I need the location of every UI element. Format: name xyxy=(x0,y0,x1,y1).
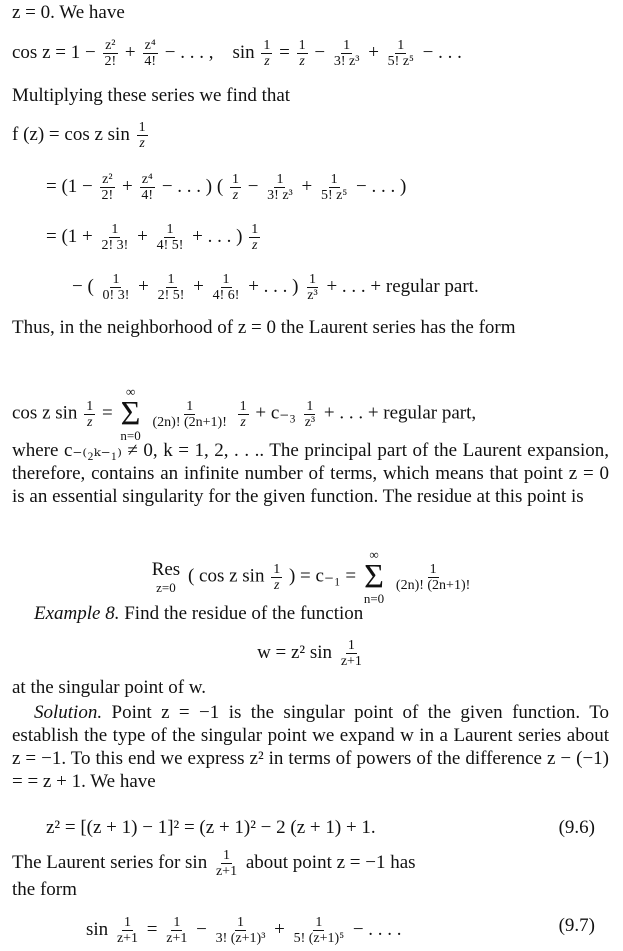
text-line: Multiplying these series we find that xyxy=(12,85,291,106)
equation-9-6: z² = [(z + 1) − 1]² = (z + 1)² − 2 (z + 1) + 1. (9.6) xyxy=(46,817,595,838)
paragraph: Solution. Point z = −1 is the singular point of the given function. To establish the type of the singular point we expand w in a Laurent series about z = −1. To this end we express z² in terms of powers of the difference z − (−1) = = z + 1. We have xyxy=(12,702,609,792)
sin-series-lhs: sin xyxy=(232,41,255,63)
summation-symbol: ∞ Σ n=0 xyxy=(120,384,141,443)
product-line-3: − ( $\frac{1}{0! 3!}$ + $\frac{1}{2! 5!}$ + $\frac{1}{4! 6!}$ + . . . ) $\frac{1}{\text{z³}}$ + . . . + regular part. xyxy=(72,272,479,303)
fraction: $\frac{\text{z⁴}}{4!}$ xyxy=(144,38,157,69)
intro-text: z = 0. We have xyxy=(12,2,125,23)
series-equation: cos z = 1 − $\frac{\text{z²}}{2!}$ + $\frac{\text{z⁴}}{4!}$ − . . . , sin $\frac{1}{z}$ = $\frac{1}{z}$ − $\frac{1}{\text{3! z³}}$ + $\frac{1}{\text{5! z⁵}}$ − . . . xyxy=(12,38,462,69)
product-line-2: = (1 + $\frac{1}{2! 3!}$ + $\frac{1}{4! 5!}$ + . . . ) $\frac{1}{z}$ xyxy=(46,222,259,253)
cos-series-lhs: cos z = 1 − xyxy=(12,41,96,63)
f-definition: f (z) = cos z sin $\frac{1}{z}$ xyxy=(12,120,146,151)
text-line: at the singular point of w. xyxy=(12,677,207,698)
text-line: the form xyxy=(12,879,77,900)
fraction: $\frac{1}{z}$ xyxy=(298,38,306,69)
residue-equation: Res z=0 ( cos z sin $\frac{1}{z}$ ) = c₋₁ = ∞ Σ n=0 $\frac{1}{(2n)! (2n+1)!}$ xyxy=(151,547,471,606)
fraction: $\frac{\text{z²}}{2!}$ xyxy=(104,38,117,69)
text-line: The Laurent series for sin $\frac{1}{z+1}$ about point z = −1 has xyxy=(12,848,416,879)
function-w: w = z² sin $\frac{1}{z+1}$ xyxy=(257,638,362,669)
text-line xyxy=(12,2,609,24)
fraction: $\frac{1}{\text{5! z⁵}}$ xyxy=(387,38,414,69)
example-heading: Example 8. Find the residue of the function xyxy=(34,603,364,624)
fraction: $\frac{1}{z}$ xyxy=(263,38,271,69)
fraction: $\frac{1}{\text{3! z³}}$ xyxy=(333,38,360,69)
equation-9-7: sin $\frac{1}{z+1}$ = $\frac{1}{z+1}$ − $\frac{1}{\text{3! (z+1)³}}$ + $\frac{1}{\text{5! (z+1)⁵}}$ − . . . . (9.7) xyxy=(86,915,595,946)
paragraph: Thus, in the neighborhood of z = 0 the Laurent series has the form xyxy=(12,317,516,338)
laurent-series: cos z sin $\frac{1}{z}$ = ∞ Σ n=0 $\frac{1}{(2n)! (2n+1)!}$ $\frac{1}{z}$ + c₋₃ $\frac{1}{\text{z³}}$ + . . . + regular part, xyxy=(12,384,477,443)
product-line-1: = (1 − $\frac{\text{z²}}{2!}$ + $\frac{\text{z⁴}}{4!}$ − . . . ) ( $\frac{1}{z}$ − $\frac{1}{\text{3! z³}}$ + $\frac{1}{\text{5! z⁵}}$ − . . . ) xyxy=(46,172,407,203)
paragraph: where c₋₍₂ₖ₋₁₎ ≠ 0, k = 1, 2, . . .. The principal part of the Laurent expansion, therefore, contains an infinite number of terms, which means that point z = 0 is an essential singularity for the given function. The residue at this point is xyxy=(12,440,609,507)
